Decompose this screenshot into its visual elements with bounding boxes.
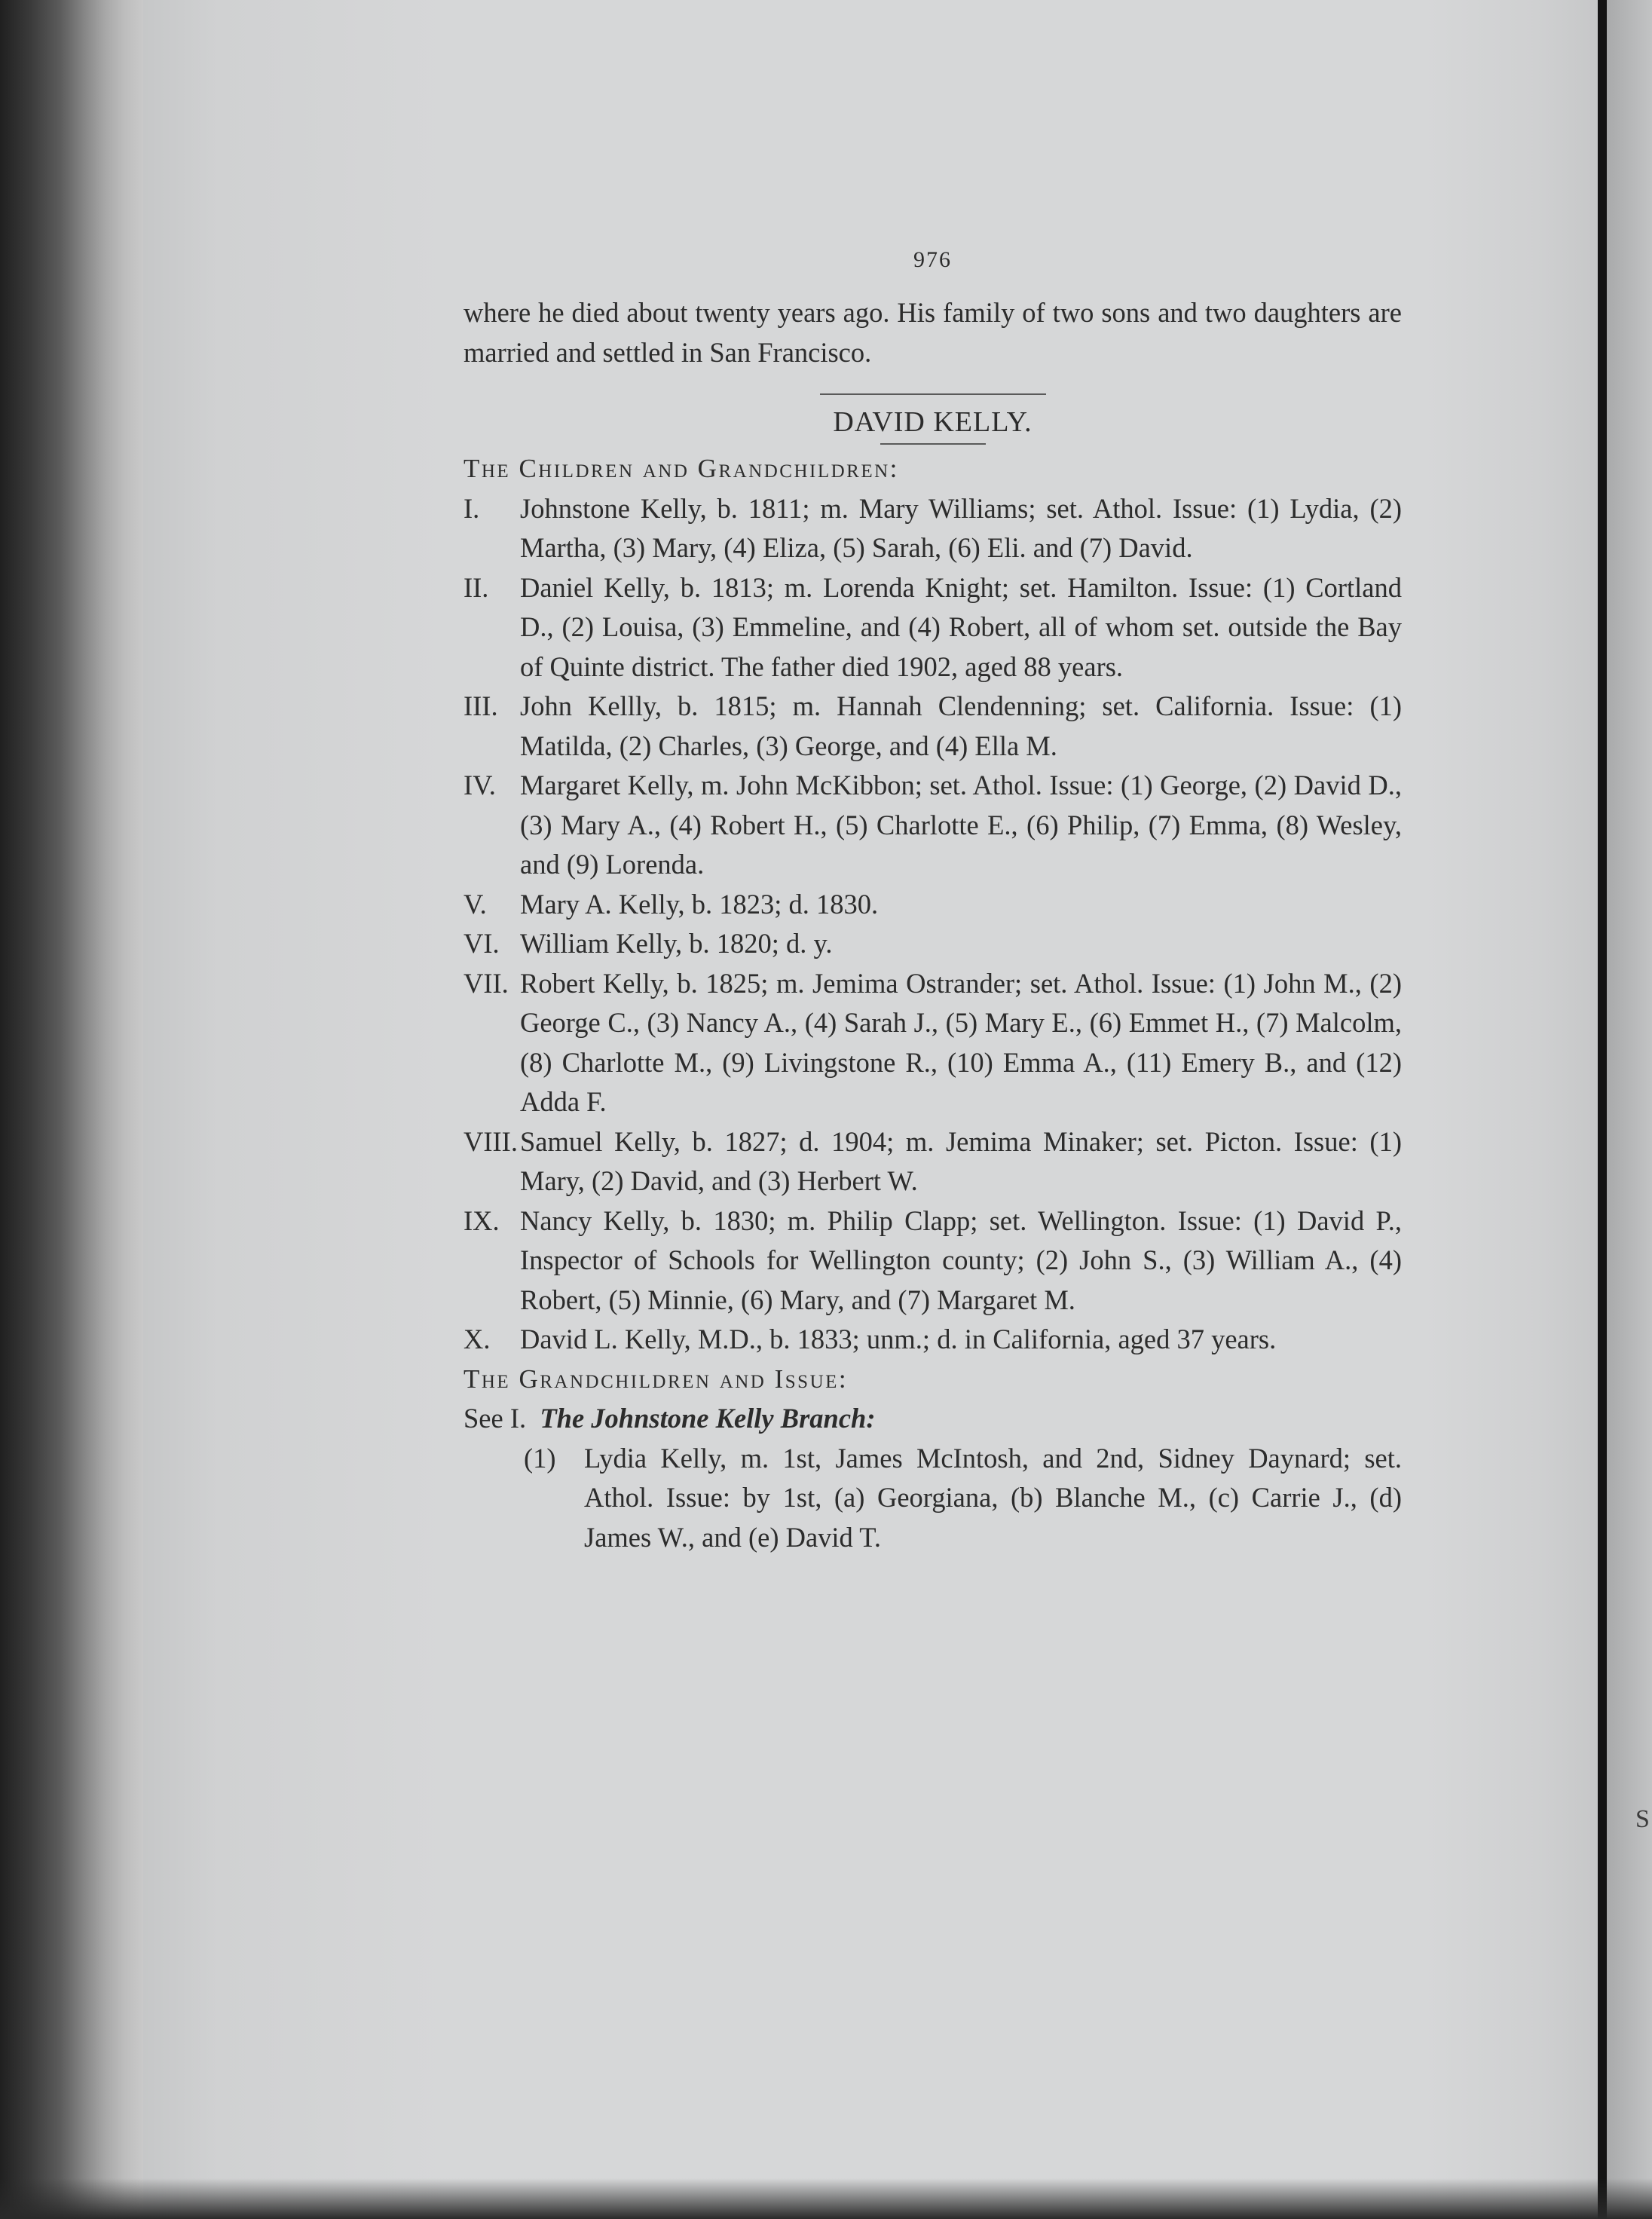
grandchild-numeral: (1) — [524, 1442, 556, 1474]
child-entry — [463, 1320, 1402, 1360]
facing-page-edge — [1607, 0, 1652, 2219]
child-entry — [463, 924, 1402, 964]
grandchild-entry — [463, 1439, 1402, 1558]
entry-text: Robert Kelly, b. 1825; m. Jemima Ostrander; set. Athol. Issue: (1) John M., (2) George C., (3) Nancy A., (4) Sarah J., (5) Mary E., (6) Emmet H., (7) Malcolm, (8) Charlotte M., (9) Livingstone R., (10) Emma A., (11) Emery B., and (12) Adda F. — [520, 967, 1402, 1117]
page-number: 976 — [913, 247, 952, 272]
entry-numeral: IV. — [463, 770, 496, 800]
intro-paragraph: where he died about twenty years ago. His family of two sons and two daughters are married and settled in San Francisco. — [463, 297, 1402, 368]
entry-numeral: V. — [463, 888, 487, 920]
page-content — [463, 245, 1402, 1557]
entry-numeral: II. — [463, 571, 489, 603]
entry-text: Samuel Kelly, b. 1827; d. 1904; m. Jemima Minaker; set. Picton. Issue: (1) Mary, (2) David, and (3) Herbert W. — [520, 1125, 1402, 1196]
book-gutter — [1598, 0, 1607, 2219]
entry-text: Nancy Kelly, b. 1830; m. Philip Clapp; set. Wellington. Issue: (1) David P., Inspector of Schools for Wellington county; (2) John S., (3) William A., (4) Robert, (5) Minnie, (6) Mary, and (7) Margaret M. — [520, 1204, 1402, 1315]
entry-text: Daniel Kelly, b. 1813; m. Lorenda Knight; set. Hamilton. Issue: (1) Cortland D., (2) Louisa, (3) Emmeline, and (4) Robert, all of whom set. outside the Bay of Quinte district. The father died 1902, aged 88 years. — [520, 571, 1402, 682]
entry-numeral: X. — [463, 1324, 491, 1354]
branch-reference — [463, 1399, 1402, 1439]
bottom-shadow — [0, 2178, 1652, 2219]
entry-text: John Kellly, b. 1815; m. Hannah Clendenning; set. California. Issue: (1) Matilda, (2) Charles, (3) George, and (4) Ella M. — [520, 690, 1402, 761]
heading-underline — [880, 443, 986, 445]
entry-numeral: IX. — [463, 1204, 500, 1236]
entry-text: David L. Kelly, M.D., b. 1833; unm.; d. in California, aged 37 years. — [520, 1324, 1277, 1354]
entry-text: Mary A. Kelly, b. 1823; d. 1830. — [520, 888, 879, 920]
child-entry — [463, 1201, 1402, 1321]
child-entry — [463, 489, 1402, 568]
grandchild-text: Lydia Kelly, m. 1st, James McIntosh, and 2nd, Sidney Daynard; set. Athol. Issue: by 1st, (a) Georgiana, (b) Blanche M., (c) Carrie J., (d) James W., and (e) David T. — [584, 1442, 1402, 1553]
entry-text: Johnstone Kelly, b. 1811; m. Mary Williams; set. Athol. Issue: (1) Lydia, (2) Martha, (3) Mary, (4) Eliza, (5) Sarah, (6) Eli. and (7) David. — [520, 492, 1402, 563]
entry-numeral: I. — [463, 492, 480, 524]
child-entry — [463, 687, 1402, 766]
child-entry — [463, 885, 1402, 925]
branch-prefix: See I. — [463, 1403, 527, 1434]
grandchildren-section-title: The Grandchildren and Issue: — [463, 1364, 849, 1394]
facing-page-letter: S — [1635, 1805, 1650, 1833]
child-entry — [463, 1122, 1402, 1201]
child-entry — [463, 766, 1402, 885]
entry-numeral: III. — [463, 690, 498, 721]
child-entry — [463, 568, 1402, 687]
children-section-title: The Children and Grandchildren: — [463, 454, 899, 483]
branch-title: The Johnstone Kelly Branch: — [540, 1403, 876, 1434]
entry-text: Margaret Kelly, m. John McKibbon; set. Athol. Issue: (1) George, (2) David D., (3) Mary A., (4) Robert H., (5) Charlotte E., (6) Philip, (7) Emma, (8) Wesley, and (9) Lorenda. — [520, 770, 1402, 880]
entry-text: William Kelly, b. 1820; d. y. — [520, 928, 833, 959]
child-entry — [463, 964, 1402, 1122]
section-heading: DAVID KELLY. — [833, 406, 1032, 438]
entry-numeral: VI. — [463, 928, 500, 959]
section-divider — [820, 393, 1046, 395]
entry-numeral: VIII. — [463, 1125, 518, 1157]
book-page-edges — [0, 0, 143, 2219]
entry-numeral: VII. — [463, 967, 509, 999]
